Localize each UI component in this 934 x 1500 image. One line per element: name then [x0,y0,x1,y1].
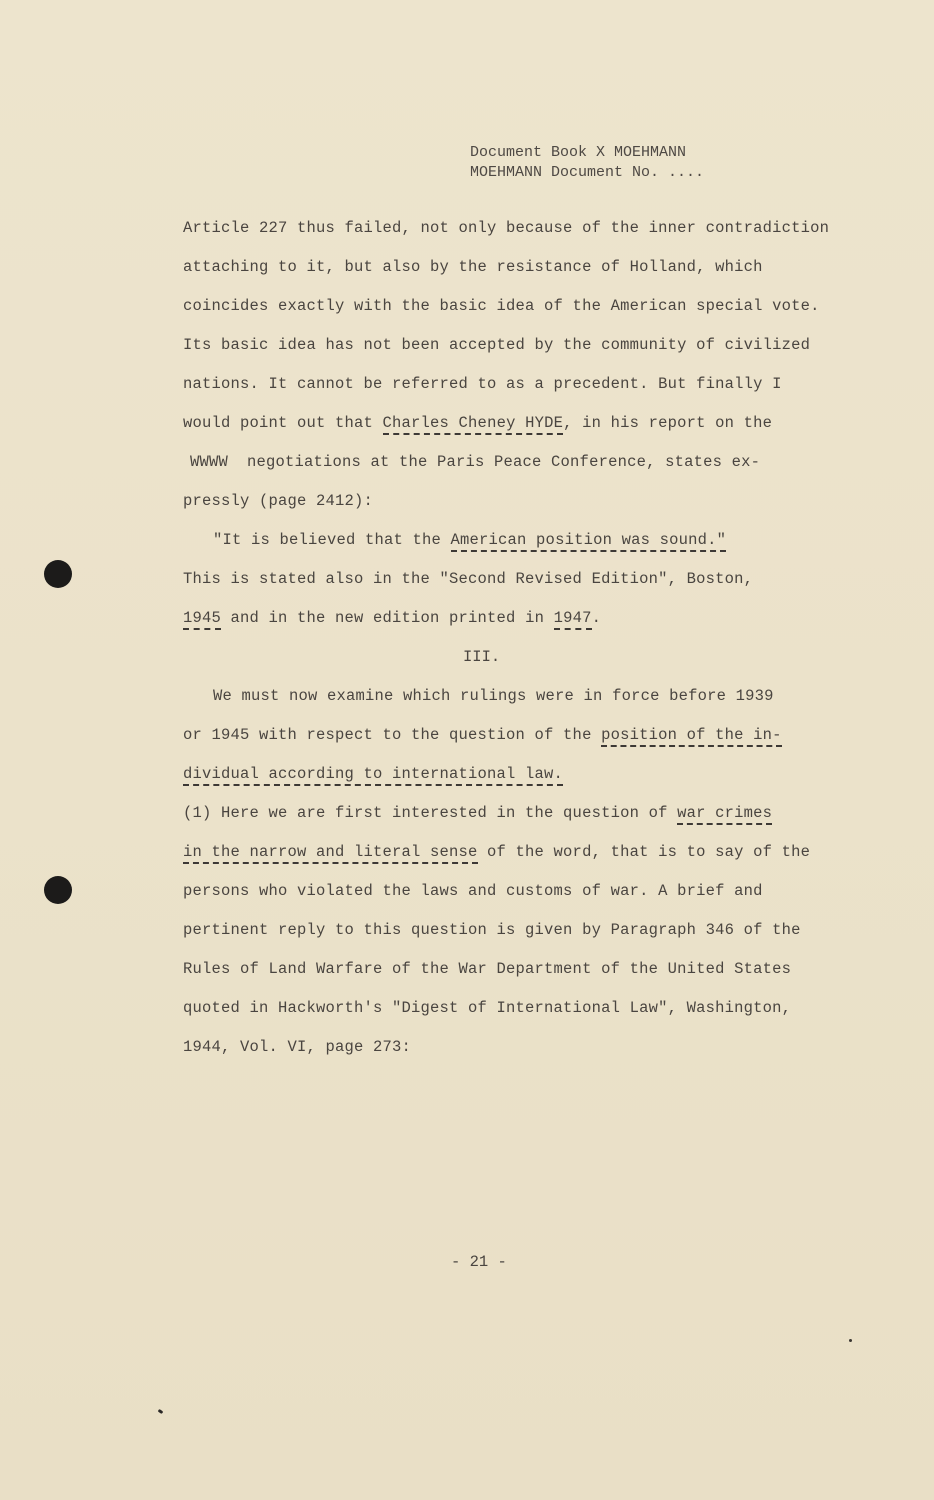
underlined-narrow-sense: in the narrow and literal sense [183,843,478,864]
section3-line-10: 1944, Vol. VI, page 273: [183,1038,412,1056]
body-line-5: nations. It cannot be referred to as a precedent. But finally I [183,375,782,393]
section-heading: III. [463,648,501,666]
body-line-7: WWWW negotiations at the Paris Peace Conference, states ex- [190,453,761,471]
underlined-name-hyde: Charles Cheney HYDE [383,414,564,435]
punch-hole-top [44,560,72,588]
section3-line-5 [183,843,810,861]
text-segment: and in the new edition printed in [221,609,554,627]
page-number: - 21 - [451,1253,507,1271]
paper-speck [158,1409,164,1414]
text-segment: , in his report on the [563,414,773,432]
body-line-8: pressly (page 2412): [183,492,374,510]
underlined-position: position of the in- [601,726,782,747]
underlined-individual: dividual according to international law. [183,765,563,786]
punch-hole-bottom [44,876,72,904]
header-line-document-no: MOEHMANN Document No. .... [470,164,705,181]
text-segment: of the word, that is to say of the [477,843,811,861]
text-segment: . [591,609,602,627]
body-line-10 [183,609,601,627]
section3-line-9: quoted in Hackworth's "Digest of International Law", Washington, [183,999,792,1017]
underlined-war-crimes: war crimes [677,804,772,825]
section3-line-8: Rules of Land Warfare of the War Department of the United States [183,960,792,978]
document-header [470,143,704,183]
underlined-year-1945: 1945 [183,609,221,630]
text-segment: or 1945 with respect to the question of the [183,726,602,744]
underlined-quote: American position was sound." [451,531,727,552]
section3-line-2 [183,726,782,744]
body-line-6 [183,414,772,432]
body-line-3: coincides exactly with the basic idea of the American special vote. [183,297,820,315]
text-segment: (1) Here we are first interested in the question of [183,804,678,822]
body-line-9: This is stated also in the "Second Revised Edition", Boston, [183,570,754,588]
section3-line-1: We must now examine which rulings were in force before 1939 [213,687,774,705]
section3-line-3 [183,765,563,783]
paper-dot [849,1339,852,1342]
underlined-year-1947: 1947 [554,609,592,630]
text-segment: would point out that [183,414,383,432]
quote-line [213,531,726,549]
section3-line-7: pertinent reply to this question is given by Paragraph 346 of the [183,921,801,939]
body-line-4: Its basic idea has not been accepted by the community of civilized [183,336,811,354]
section3-line-4 [183,804,772,822]
text-segment: "It is believed that the [213,531,451,549]
section3-line-6: persons who violated the laws and customs of war. A brief and [183,882,763,900]
body-line-1: Article 227 thus failed, not only because of the inner contradiction [183,219,830,237]
body-line-2: attaching to it, but also by the resistance of Holland, which [183,258,763,276]
header-line-book: Document Book X MOEHMANN [470,144,687,161]
